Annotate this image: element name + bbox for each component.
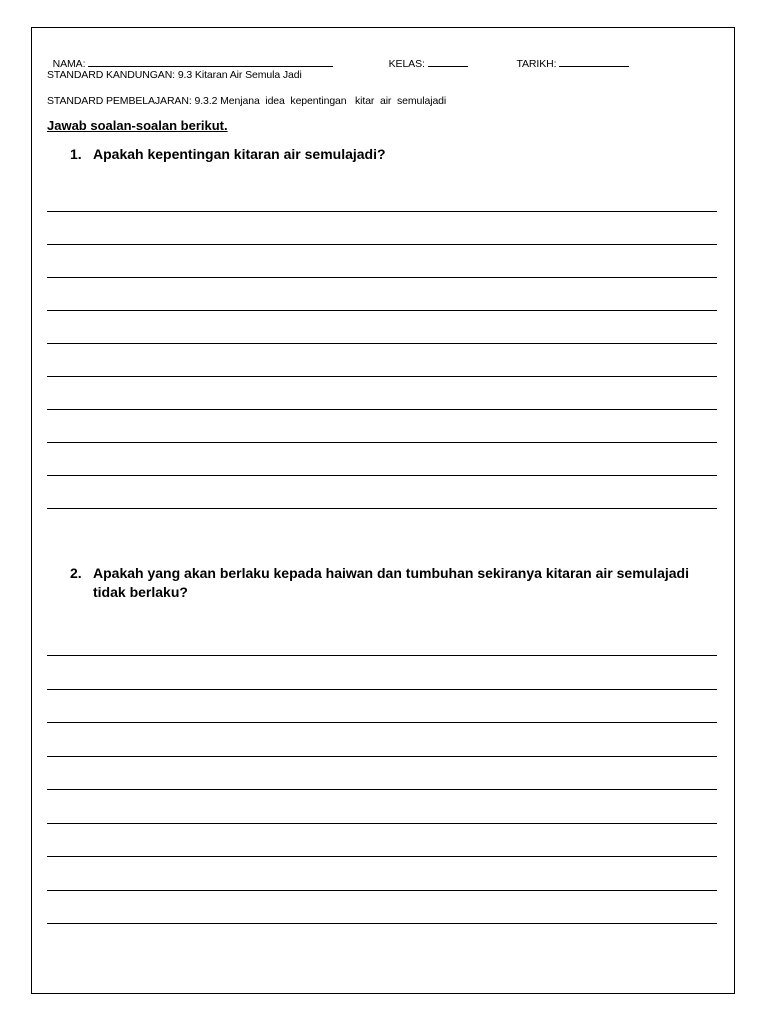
question-2	[70, 564, 690, 602]
answer-line[interactable]	[47, 376, 717, 377]
answer-line[interactable]	[47, 823, 717, 824]
answer-line[interactable]	[47, 310, 717, 311]
question-1	[70, 145, 386, 164]
name-field[interactable]	[47, 44, 333, 70]
date-field[interactable]	[511, 44, 629, 70]
answer-line[interactable]	[47, 409, 717, 410]
question-2-text: Apakah yang akan berlaku kepada haiwan dan tumbuhan sekiranya kitaran air semulajadi tidak berlaku?	[93, 565, 689, 600]
question-1-number: 1.	[70, 146, 82, 162]
question-2-number: 2.	[70, 565, 82, 581]
answer-line[interactable]	[47, 442, 717, 443]
answer-line[interactable]	[47, 655, 717, 656]
answer-line[interactable]	[47, 689, 717, 690]
answer-line[interactable]	[47, 277, 717, 278]
answer-line[interactable]	[47, 244, 717, 245]
answer-line[interactable]	[47, 856, 717, 857]
instruction-heading: Jawab soalan-soalan berikut.	[47, 118, 228, 133]
name-label: NAMA:	[52, 58, 86, 70]
answer-line[interactable]	[47, 475, 717, 476]
question-1-text: Apakah kepentingan kitaran air semulajadi?	[93, 146, 386, 162]
answer-line[interactable]	[47, 211, 717, 212]
answer-line[interactable]	[47, 890, 717, 891]
date-blank[interactable]	[559, 56, 629, 67]
worksheet-border	[31, 27, 735, 994]
name-blank[interactable]	[88, 56, 333, 67]
answer-line[interactable]	[47, 343, 717, 344]
class-field[interactable]	[383, 44, 468, 70]
class-label: KELAS:	[388, 58, 425, 70]
answer-line[interactable]	[47, 756, 717, 757]
class-blank[interactable]	[428, 56, 468, 67]
date-label: TARIKH:	[516, 58, 557, 70]
learning-standard: STANDARD PEMBELAJARAN: 9.3.2 Menjana idea kepentingan kitar air semulajadi	[47, 95, 447, 107]
answer-line[interactable]	[47, 508, 717, 509]
answer-line[interactable]	[47, 789, 717, 790]
answer-line[interactable]	[47, 722, 717, 723]
answer-line[interactable]	[47, 923, 717, 924]
content-standard: STANDARD KANDUNGAN: 9.3 Kitaran Air Semula Jadi	[47, 69, 302, 81]
